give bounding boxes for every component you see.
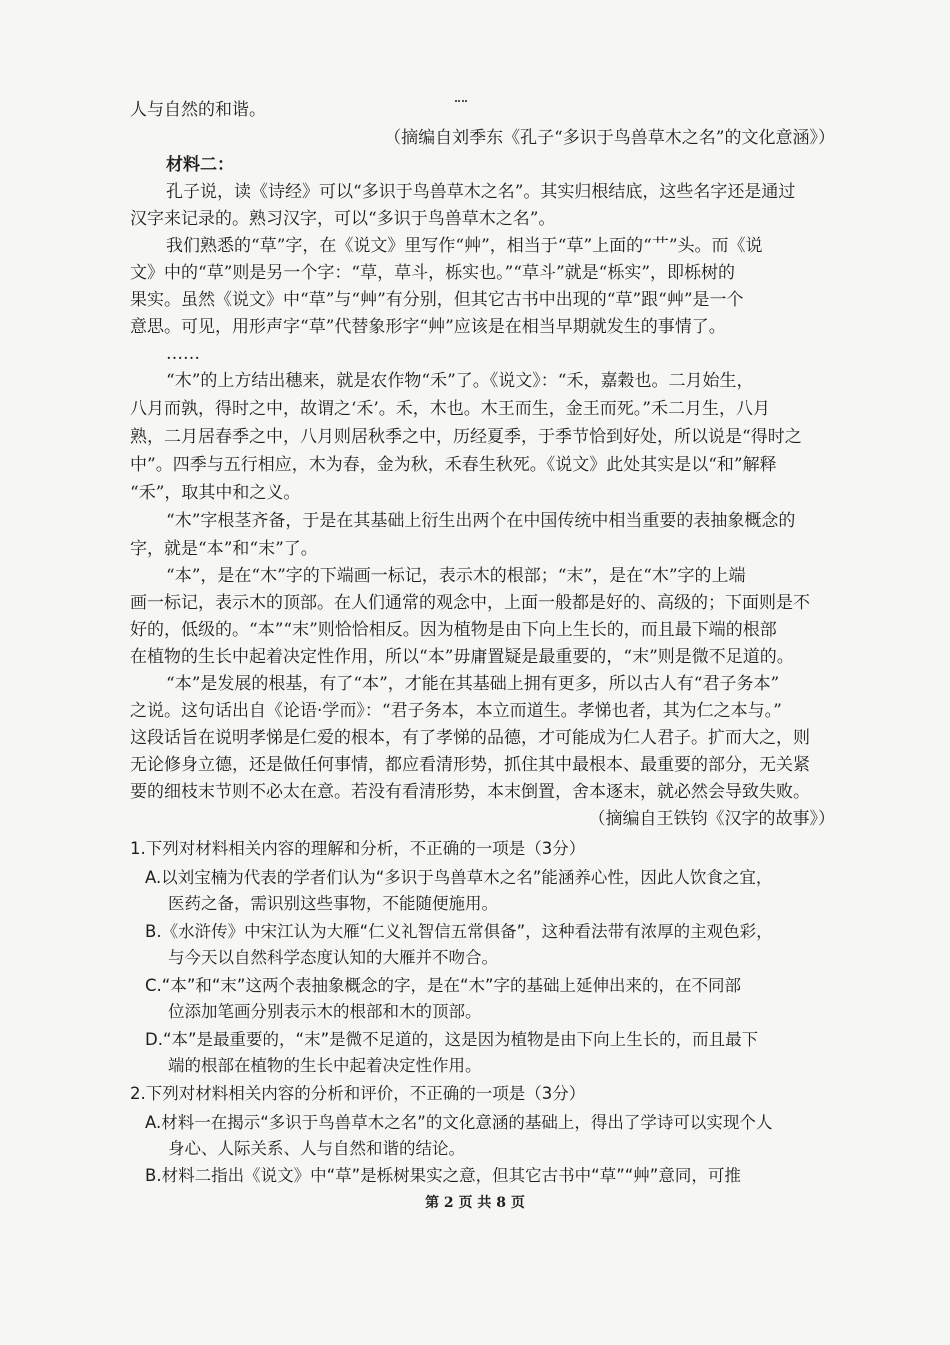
p3-line-3: 熟，二月居春季之中，八月则居秋季之中，历经夏季，于季节恰到好处，所以说是“得时之 xyxy=(130,427,802,447)
p1-line-2: 汉字来记录的。熟习汉字，可以“多识于鸟兽草木之名”。 xyxy=(130,209,556,229)
q1-option-c-line-2: 位添加笔画分别表示木的根部和木的顶部。 xyxy=(168,1002,482,1021)
q2-option-b-line-1: B.材料二指出《说文》中“草”是栎树果实之意，但其它古书中“草”“艸”意同，可推 xyxy=(145,1166,741,1185)
p5-line-4: 在植物的生长中起着决定性作用，所以“本”毋庸置疑是最重要的，“末”则是微不足道的。 xyxy=(130,647,794,667)
p3-line-4: 中”。四季与五行相应，木为春，金为秋，禾春生秋死。《说文》此处其实是以“和”解释 xyxy=(130,455,777,475)
p2-line-1: 我们熟悉的“草”字，在《说文》里写作“艸”，相当于“草”上面的“艹”头。而《说 xyxy=(166,236,763,256)
material2-source: （摘编自王铁钧《汉字的故事》） xyxy=(588,809,835,829)
q2-option-a-line-1: A.材料一在揭示“多识于鸟兽草木之名”的文化意涵的基础上，得出了学诗可以实现个人 xyxy=(145,1113,773,1132)
q2-option-a-line-2: 身心、人际关系、人与自然和谐的结论。 xyxy=(168,1139,465,1158)
p5-line-3: 好的，低级的。“本”“末”则恰恰相反。因为植物是由下向上生长的，而且最下端的根部 xyxy=(130,620,777,640)
p3-line-1: “木”的上方结出穗来，就是农作物“禾”了。《说文》：“禾，嘉穀也。二月始生， xyxy=(166,371,754,391)
p3-line-5: “禾”，取其中和之义。 xyxy=(130,483,301,503)
q1-option-c-line-1: C.“本”和“末”这两个表抽象概念的字，是在“木”字的基础上延伸出来的，在不同部 xyxy=(145,976,742,995)
q1-option-b-line-1: B.《水浒传》中宋江认为大雁“仁义礼智信五常俱备”，这种看法带有浓厚的主观色彩， xyxy=(145,922,773,941)
p1-line-1: 孔子说，读《诗经》可以“多识于鸟兽草木之名”。其实归根结底，这些名字还是通过 xyxy=(166,182,796,202)
material2-heading: 材料二： xyxy=(166,155,234,175)
p2-line-2: 文》中的“草”则是另一个字：“草，草斗，栎实也。”“草斗”就是“栎实”，即栎树的 xyxy=(130,263,736,283)
q1-option-d-line-1: D.“本”是最重要的，“末”是微不足道的，这是因为植物是由下向上生长的，而且最下 xyxy=(145,1030,759,1049)
q1-option-a-line-2: 医药之备，需识别这些事物，不能随便施用。 xyxy=(168,894,498,913)
q1-option-d-line-2: 端的根部在植物的生长中起着决定性作用。 xyxy=(168,1056,482,1075)
p5-line-2: 画一标记，表示木的顶部。在人们通常的观念中，上面一般都是好的、高级的；下面则是不 xyxy=(130,593,810,613)
question-1-stem: 1.下列对材料相关内容的理解和分析，不正确的一项是（3分） xyxy=(130,839,586,858)
p6-line-4: 无论修身立德，还是做任何事情，都应看清形势，抓住其中最根本、最重要的部分，无关紧 xyxy=(130,755,810,775)
p4-line-2: 字，就是“本”和“末”了。 xyxy=(130,539,318,559)
q1-option-b-line-2: 与今天以自然科学态度认知的大雁并不吻合。 xyxy=(168,948,498,967)
material1-source: （摘编自刘季东《孔子“多识于鸟兽草木之名”的文化意涵》） xyxy=(384,128,835,148)
p2-line-4: 意思。可见，用形声字“草”代替象形字“艸”应该是在相当早期就发生的事情了。 xyxy=(130,317,726,337)
material1-tail: 人与自然的和谐。 xyxy=(130,100,266,120)
p4-line-1: “木”字根茎齐备，于是在其基础上衍生出两个在中国传统中相当重要的表抽象概念的 xyxy=(166,511,796,531)
p5-line-1: “本”，是在“木”字的下端画一标记，表示木的根部；“末”，是在“木”字的上端 xyxy=(166,566,746,586)
p6-line-5: 要的细枝末节则不必太在意。若没有看清形势，本末倒置，舍本逐末，就必然会导致失败。 xyxy=(130,782,810,802)
page-number: 第 2 页 共 8 页 xyxy=(425,1195,525,1211)
p6-line-1: “本”是发展的根基，有了“本”，才能在其基础上拥有更多，所以古人有“君子务本” xyxy=(166,674,780,694)
p3-line-2: 八月而孰，得时之中，故谓之‘禾’。禾，木也。木王而生，金王而死。”禾二月生，八月 xyxy=(130,399,770,419)
question-2-stem: 2.下列对材料相关内容的分析和评价，不正确的一项是（3分） xyxy=(130,1084,586,1103)
ellipsis: …… xyxy=(166,344,200,364)
q1-option-a-line-1: A.以刘宝楠为代表的学者们认为“多识于鸟兽草木之名”能涵养心性，因此人饮食之宜， xyxy=(145,868,773,887)
p2-line-3: 果实。虽然《说文》中“草”与“艸”有分别，但其它古书中出现的“草”跟“艸”是一个 xyxy=(130,290,744,310)
p6-line-3: 这段话旨在说明孝悌是仁爱的根本，有了孝悌的品德，才可能成为仁人君子。扩而大之，则 xyxy=(130,728,810,748)
p6-line-2: 之说。这句话出自《论语·学而》：“君子务本，本立而道生。孝悌也者，其为仁之本与。” xyxy=(130,701,782,721)
